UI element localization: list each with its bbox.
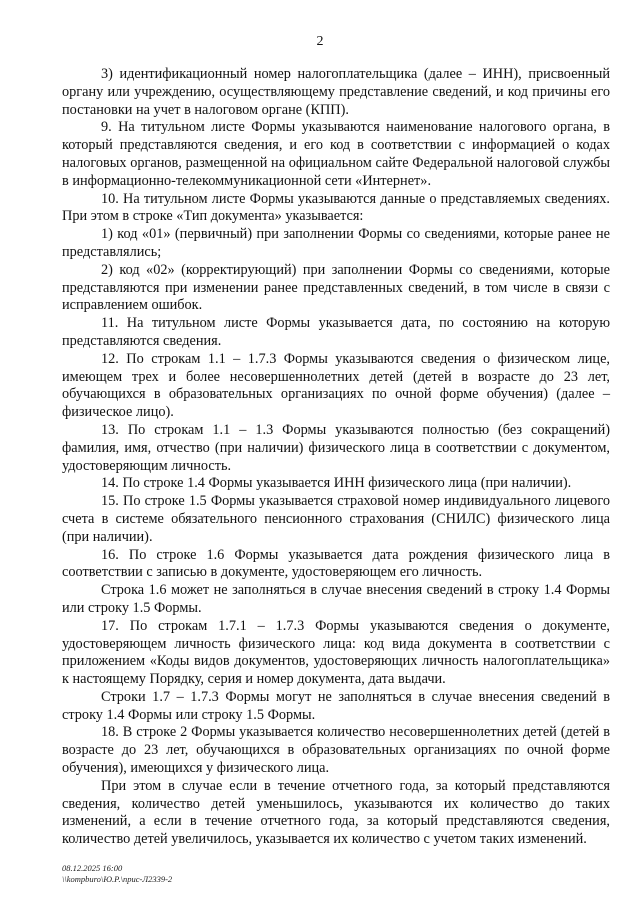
paragraph-12: 12. По строкам 1.1 – 1.7.3 Формы указываются сведения о физическом лице, имеющем трех и более несовершеннолетних детей (детей в возрасте до 23 лет, обучающихся в образовательных организациях по очной форме обучения) (далее – физическое лицо). [62,350,610,421]
footer-file-path: \\kompburo\Ю.Р.\прис-Л2339-2 [62,874,173,884]
paragraph-10: 10. На титульном листе Формы указываются данные о представляемых сведениях. При этом в строке «Тип документа» указывается: [62,190,610,225]
paragraph-17: 17. По строкам 1.7.1 – 1.7.3 Формы указываются сведения о документе, удостоверяющем личность физического лица: код вида документа в соответствии с приложением «Коды видов документов, удостоверяющих личность налогоплательщика» к настоящему Порядку, серия и номер документа, дата выдачи. [62,617,610,688]
paragraph-14: 14. По строке 1.4 Формы указывается ИНН физического лица (при наличии). [101,475,572,492]
paragraph-9: 9. На титульном листе Формы указываются наименование налогового органа, в который представляются сведения, и его код в соответствии с информацией о кодах налоговых органов, размещенной на официальном сайте Федеральной налоговой службы в информационно-телекоммуникационной сети «Интернет». [62,119,610,189]
paragraph-18-note: При этом в случае если в течение отчетного года, за который представляются сведения, количество детей уменьшилось, указываются их количество до таких изменений, а если в течение отчетного года, за который представляются сведения, количество детей увеличилось, указывается их количество с учетом таких изменений. [62,777,610,848]
footer-stamp [62,863,172,885]
paragraph-16: 16. По строке 1.6 Формы указывается дата рождения физического лица в соответствии с записью в документе, удостоверяющем его личность. [62,546,610,581]
footer-timestamp: 08.12.2025 16:00 [62,863,123,873]
paragraph-10-item-1: 1) код «01» (первичный) при заполнении Формы со сведениями, которые ранее не представлялись; [62,226,610,260]
paragraph-18: 18. В строке 2 Формы указывается количество несовершеннолетних детей (детей в возрасте до 23 лет, обучающихся в образовательных организациях по очной форме обучения), имеющихся у физического лица. [62,724,610,777]
document-body [62,66,610,849]
paragraph-15: 15. По строке 1.5 Формы указывается страховой номер индивидуального лицевого счета в системе обязательного пенсионного страхования (СНИЛС) физического лица (при наличии). [62,493,610,545]
paragraph-10-item-2: 2) код «02» (корректирующий) при заполнении Формы со сведениями, которые представляются при изменении ранее представленных сведений, в том числе в связи с исправлением ошибок. [62,261,610,314]
page-number: 2 [316,34,324,49]
paragraph-13: 13. По строкам 1.1 – 1.3 Формы указываются полностью (без сокращений) фамилия, имя, отчество (при наличии) физического лица в соответствии с документом, удостоверяющим личность. [62,421,610,474]
paragraph-11: 11. На титульном листе Формы указывается дата, по состоянию на которую представляются сведения. [62,315,610,349]
paragraph-16-note: Строка 1.6 может не заполняться в случае внесения сведений в строку 1.4 Формы или строку 1.5 Формы. [62,582,610,616]
paragraph-item-3-inn: 3) идентификационный номер налогоплательщика (далее – ИНН), присвоенный органу или учреждению, осуществляющему представление сведений, и код причины его постановки на учет в налоговом органе (КПП). [62,66,610,118]
paragraph-17-note: Строки 1.7 – 1.7.3 Формы могут не заполняться в случае внесения сведений в строку 1.4 Формы или строку 1.5 Формы. [62,688,610,723]
